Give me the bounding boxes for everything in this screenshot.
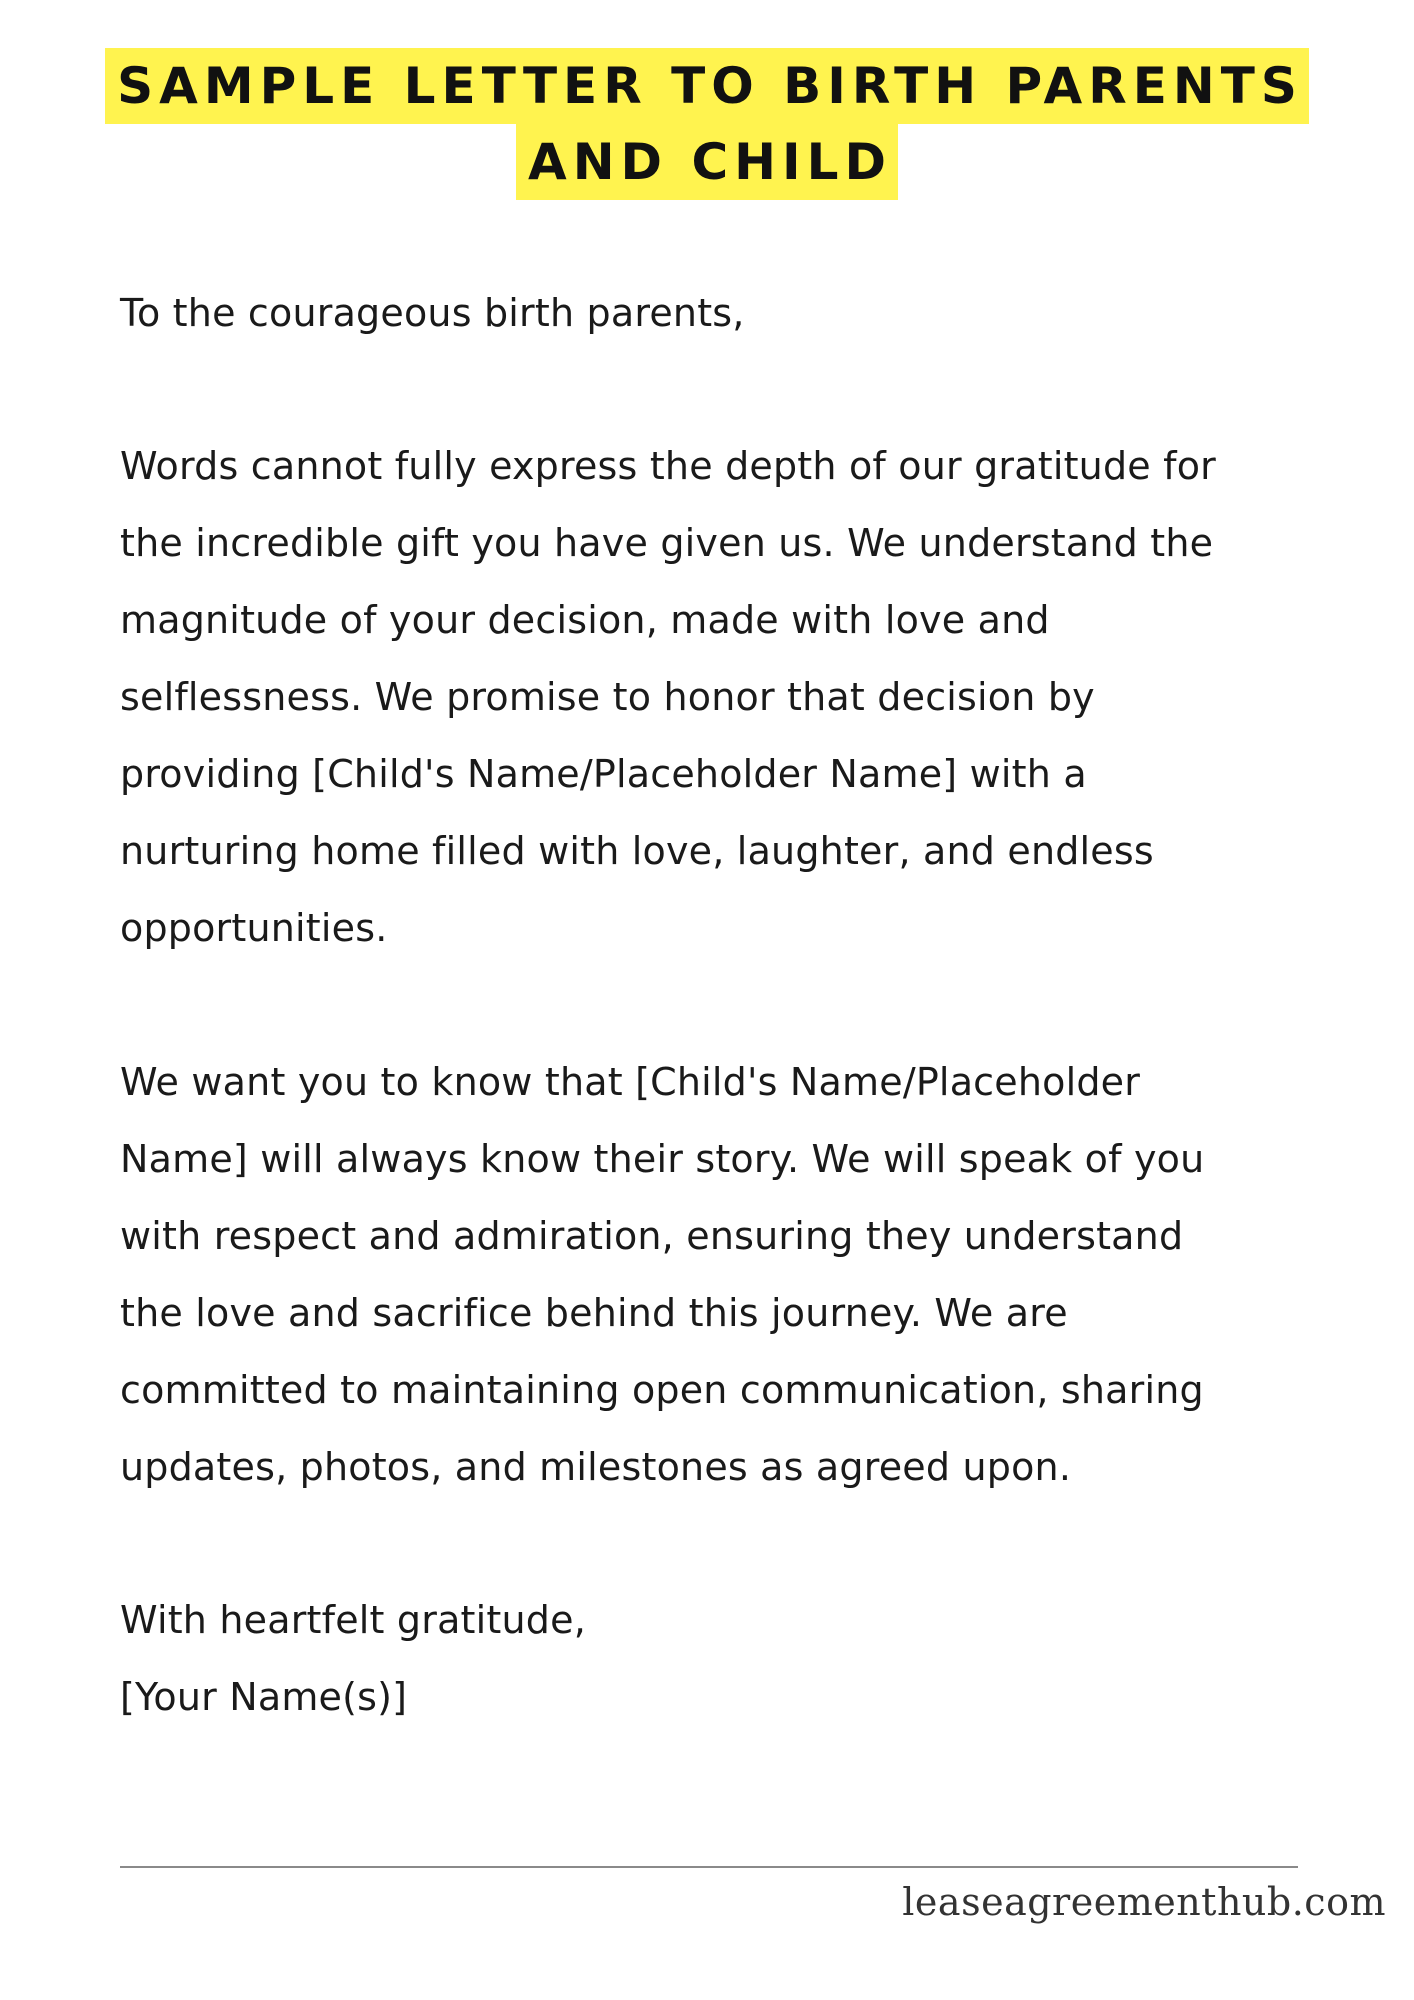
title-line-2: AND CHILD: [516, 124, 898, 200]
paragraph-line: Words cannot fully express the depth of our gratitude for: [120, 444, 1216, 488]
paragraph-line: nurturing home filled with love, laughter, and endless: [120, 829, 1154, 873]
paragraph-line: Name] will always know their story. We will speak of you: [120, 1137, 1205, 1181]
paragraph-line: committed to maintaining open communication, sharing: [120, 1368, 1204, 1412]
paragraph-line: providing [Child's Name/Placeholder Name] with a: [120, 752, 1087, 796]
paragraph-line: We want you to know that [Child's Name/Placeholder: [120, 1060, 1141, 1104]
paragraph-line: the love and sacrifice behind this journey. We are: [120, 1291, 1068, 1335]
paragraph-line: updates, photos, and milestones as agreed upon.: [120, 1445, 1072, 1489]
footer-website[interactable]: leaseagreementhub.com: [902, 1880, 1386, 1924]
title-line-1: SAMPLE LETTER TO BIRTH PARENTS: [105, 48, 1309, 124]
paragraph-line: selflessness. We promise to honor that decision by: [120, 675, 1095, 719]
paragraph-line: opportunities.: [120, 906, 388, 950]
letter-closing: With heartfelt gratitude,: [120, 1598, 586, 1642]
paragraph-line: the incredible gift you have given us. We understand the: [120, 521, 1214, 565]
paragraph-line: with respect and admiration, ensuring they understand: [120, 1214, 1184, 1258]
letter-greeting: To the courageous birth parents,: [120, 291, 745, 335]
page-title: [0, 48, 1414, 200]
letter-paragraph-1: [120, 428, 1360, 967]
paragraph-line: magnitude of your decision, made with love and: [120, 598, 1050, 642]
letter-signature: [Your Name(s)]: [120, 1675, 408, 1719]
footer-divider: [120, 1866, 1298, 1868]
letter-paragraph-2: [120, 1044, 1360, 1506]
